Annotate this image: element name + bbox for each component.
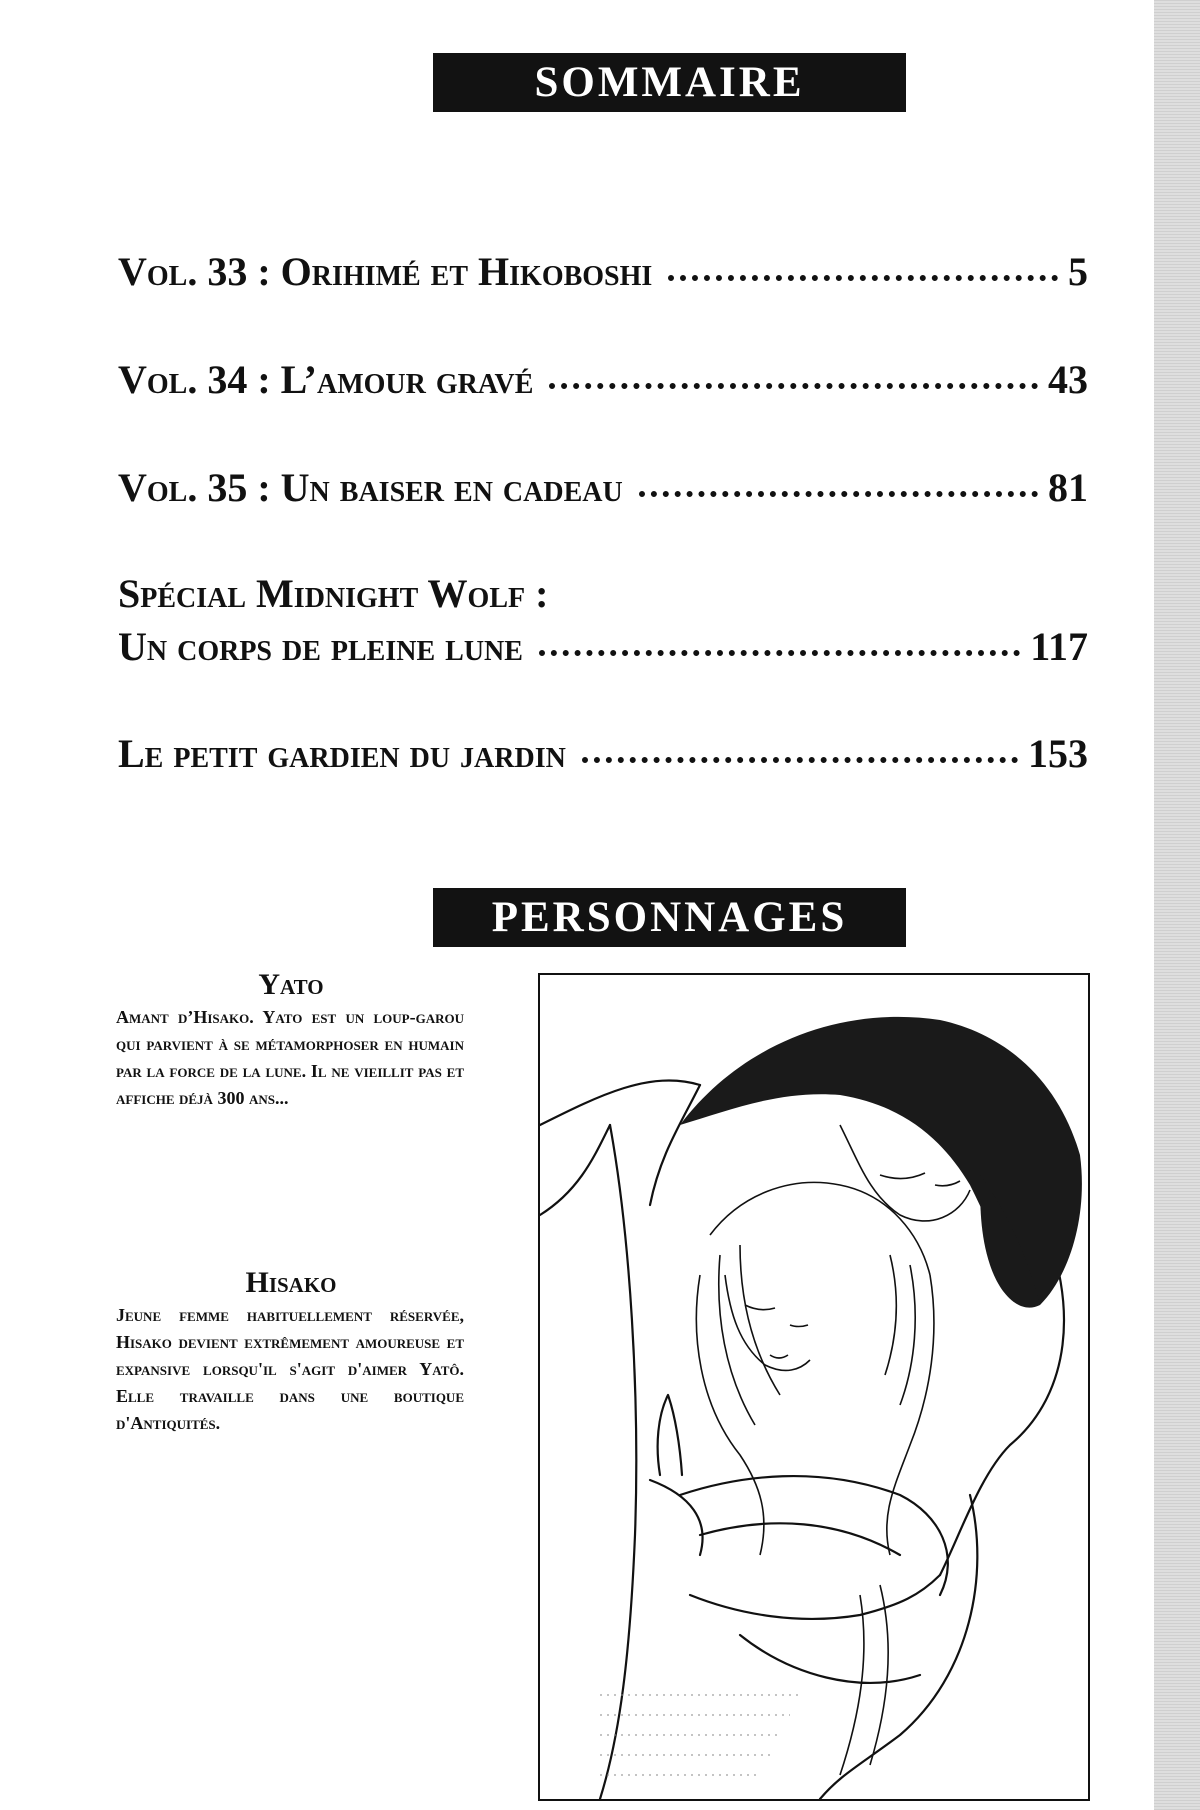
character-description-yato: Amant d’Hisako. Yato est un loup-garou qui parvient à se métamorphoser en humain par la force de la lune. Il ne vieillit pas et affiche déjà 300 ans... bbox=[116, 1007, 464, 1108]
toc-entry-page: 43 bbox=[1048, 357, 1088, 402]
toc-leader-dots bbox=[539, 650, 1020, 656]
toc-entry-vol35 bbox=[118, 464, 1088, 511]
toc-entry-page: 117 bbox=[1030, 624, 1088, 669]
toc-entry-special-label: Spécial Midnight Wolf : bbox=[118, 571, 549, 616]
toc-entry-page: 5 bbox=[1068, 249, 1088, 294]
toc-leader-dots bbox=[582, 757, 1018, 763]
toc-entry-title: Vol. 34 : L’amour gravé bbox=[118, 357, 534, 402]
toc-entry-title: Un corps de pleine lune bbox=[118, 624, 523, 669]
toc-entry-title: Vol. 35 : Un baiser en cadeau bbox=[118, 465, 623, 510]
toc-leader-dots bbox=[668, 275, 1058, 281]
character-illustration bbox=[538, 973, 1090, 1801]
toc-entry-special bbox=[118, 623, 1088, 670]
sommaire-heading: SOMMAIRE bbox=[433, 53, 906, 112]
toc-entry-vol34 bbox=[118, 356, 1088, 403]
embrace-drawing bbox=[540, 975, 1088, 1799]
character-name-yato: Yato bbox=[258, 968, 324, 1001]
character-description-hisako: Jeune femme habituellement réservée, Hisako devient extrêmement amoureuse et expansive lorsqu'il s'agit d'aimer Yatô. Elle travaille dans une boutique d'Antiquités. bbox=[116, 1305, 464, 1433]
toc-entry-page: 81 bbox=[1048, 465, 1088, 510]
character-name-hisako: Hisako bbox=[245, 1266, 337, 1299]
toc-entry-page: 153 bbox=[1028, 731, 1088, 776]
page-edge-shading bbox=[1154, 0, 1200, 1810]
toc-entry-title: Vol. 33 : Orihimé et Hikoboshi bbox=[118, 249, 653, 294]
toc-leader-dots bbox=[639, 491, 1038, 497]
toc-entry-title: Le petit gardien du jardin bbox=[118, 731, 566, 776]
personnages-heading: PERSONNAGES bbox=[433, 888, 906, 947]
toc-leader-dots bbox=[549, 383, 1038, 389]
toc-entry-gardien bbox=[118, 730, 1088, 777]
toc-entry-vol33 bbox=[118, 248, 1088, 295]
